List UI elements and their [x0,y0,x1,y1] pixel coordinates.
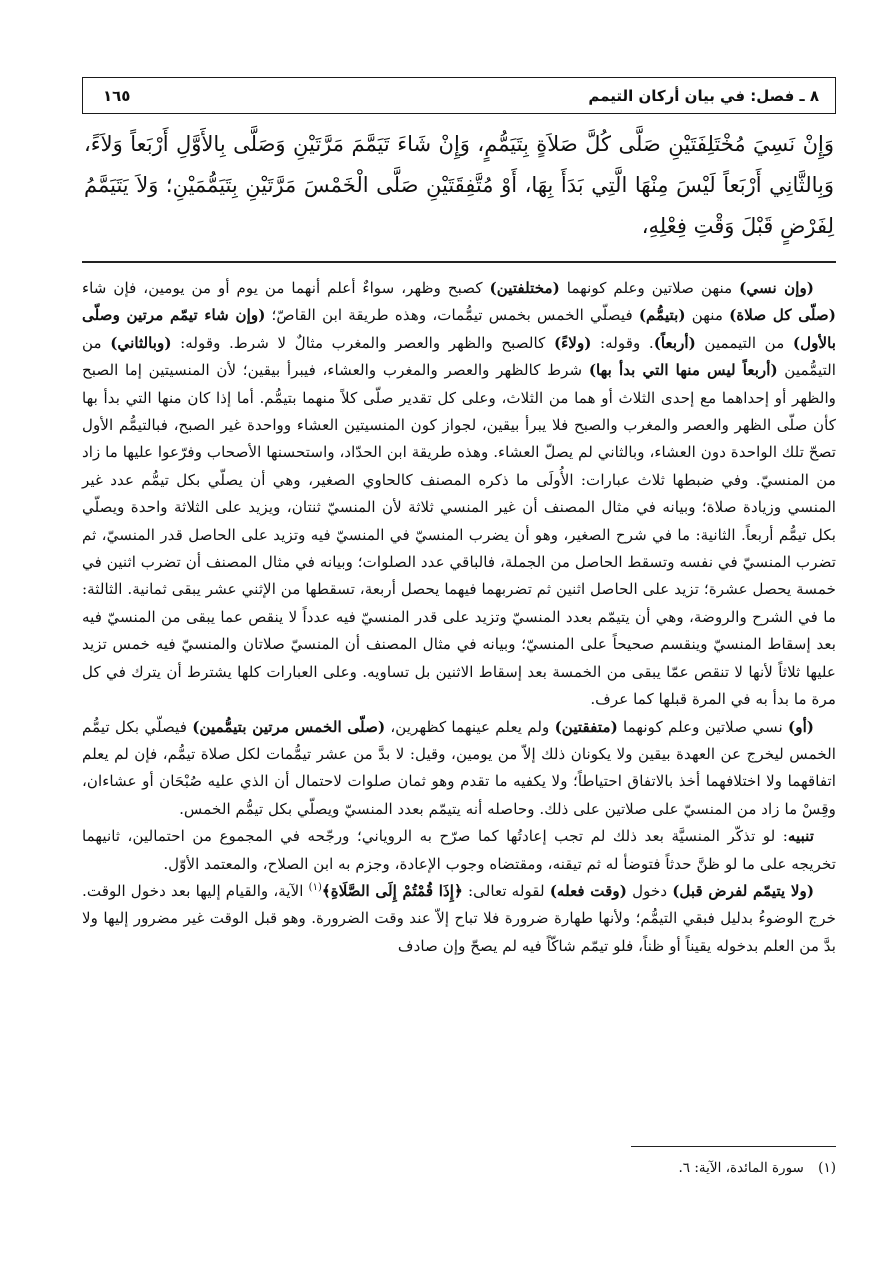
lemma: (أو) [788,717,814,736]
lemma: (مختلفتين) [489,279,560,297]
running-header [82,77,836,114]
lemma: (متفقتين) [554,717,618,736]
footnote-separator-rule [631,1146,836,1147]
footnote-text: سورة المائدة، الآية: ٦. [678,1160,804,1176]
commentary-paragraph-1 [82,275,836,714]
footnote-item [82,1158,836,1178]
lemma: (بتيمُّم) [638,306,686,325]
commentary-text: من التيمُّمين [82,333,837,380]
matn-text: وَإِنْ نَسِيَ مُخْتَلِفَتَيْنِ صَلَّى كُلَّ صَلاَةٍ بِتَيَمُّمٍ، وَإِنْ شَاءَ تَيَمَّمَ مَرَّتَيْنِ وَصَلَّى بِالأَوَّلِ أَرْبَعاً وَلاَءً، وَبِالثَّانِي أَرْبَعاً لَيْسَ مِنْهَا الَّتِي بَدَأَ بِهَا، أَوْ مُتَّفِقَتَيْنِ صَلَّى الْخَمْسَ مَرَّتَيْنِ بِتَيَمُّمَيْنِ؛ وَلاَ يَتَيَمَّمُ لِفَرْضٍ قَبْلَ وَقْتِ فِعْلِهِ، [84,132,834,238]
lemma: (وإن شاء تيمّم مرتين وصلّى بالأول) [82,306,836,352]
commentary-paragraph-4 [82,878,836,960]
commentary-paragraph-3-note [82,823,836,878]
commentary-text: نسي صلاتين وعلم كونهما [617,717,789,736]
commentary-text: لقوله تعالى: [462,881,550,900]
commentary-text: منهن [685,306,730,325]
footnote-marker[interactable]: (١) [308,881,322,893]
note-label: تنبيه [787,827,814,846]
lemma: (أربعاً ليس منها التي بدأ بها) [588,361,778,380]
lemma: (ولاءً) [553,333,592,352]
lemma: (صلّى الخمس مرتين بتيمُّمين) [192,717,386,736]
matn-separator-rule [82,261,836,263]
lemma: (وقت فعله) [549,881,627,900]
commentary-text: . وقوله: [591,333,654,352]
running-title: ٨ ـ فصل: في بيان أركان التيمم [588,86,819,105]
lemma: (صلّى كل صلاة) [729,306,836,325]
commentary-text: ولم يعلم عينهما كظهرين، [385,717,555,736]
page-number: ١٦٥ [103,86,131,105]
commentary-paragraph-2 [82,714,836,824]
lemma: (وبالثاني) [110,333,172,352]
lemma: (وإن نسي) [739,279,814,297]
commentary-text: فيصلّي بكل تيمُّم الخمس ليخرج عن العهدة بيقين ولا يكونان ذلك إلاّ من يومين، وقيل: لا بدَّ من عشر تيمُّمات لكل صلاة تيمُّم، فإن لم يعلم اتفاقهما ولا اختلافهما أخذ بالاتفاق احتياطاً؛ ولا يكفيه ما تقدم وهو ثمان صلوات لاحتمال أن الذي عليه صُبْحَان أو عشاءان، وقِسْ ما زاد من المنسيّ على صلاتين على ذلك. وحاصله أنه يتيمّم بعدد المنسيّ ويصلّي بكل تيمُّم الخمس. [82,717,836,818]
commentary-text: منهن صلاتين وعلم كونهما [559,279,740,297]
lemma: (ولا يتيمّم لفرض قبل) [672,881,815,900]
commentary-text: الآية، والقيام إليها بعد دخول الوقت. خرج الوضوءُ بدليل فبقي التيمُّم؛ ولأنها طهارة ضرورة فلا تباح إلاّ عند وقت الضرورة. وهو قبل الوقت غير مضرور إليها ولا بدَّ من العلم بدخوله يقيناً أو ظناً، فلو تيمّم شاكّاً فيه لم يصحّ وإن صادف [82,881,836,955]
commentary-text: : لو تذكّر المنسيَّة بعد ذلك لم تجب إعادتُها كما صرّح به الروياني؛ ورجّحه في المجموع من احتمالين، ثانيهما تخريجه على ما لو ظنَّ حدثاً فتوضأ له ثم تيقنه، ومقتضاه وجوب الإعادة، وجزم به ابن الصلاح، والمعتمد الأوّل. [82,827,836,873]
commentary-text: كصبح وظهر، سواءٌ أعلم أنهما من يوم أو من يومين، فإن شاء [82,279,490,297]
commentary-text: من التيممين [695,333,793,352]
commentary [82,275,836,960]
footnotes [82,1158,836,1178]
commentary-text: فيصلّي الخمس بخمس تيمُّمات، وهذه طريقة ابن القاصّ؛ [265,306,639,325]
quran-quote: ﴿إِذَا قُمْتُمْ إِلَى الصَّلَاةِ﴾ [321,881,463,900]
commentary-text: كالصبح والظهر والعصر والمغرب مثالٌ لا شرط. وقوله: [171,333,554,352]
footnote-number: (١) [818,1160,836,1176]
commentary-text: دخول [626,881,673,900]
lemma: (أربعاً) [653,333,696,352]
commentary-text: شرط كالظهر والعصر والمغرب والعشاء، فيبرأ بيقين؛ لأن المنسيتين إما الصبح والظهر أو إحداهما مع إحدى الثلاث أو هما من الثلاث، وعلى كل تقدير صلّى كلاً منهما بتيمُّم. أما إذا كان منها التي بدأ بها كأن صلّى الظهر والعصر والمغرب والصبح فلا يبرأ بيقين، لجواز كون المنسيتين العشاء وواحدة غير الصبح، فبالتيمُّم الأول تصحّ تلك الواحدة دون العشاء، وبالثاني لم يصلّ العشاء. وهذه طريقة ابن الحدّاد، واستحسنها الأصحاب وفرّعوا عليها ما زاد من المنسيّ. وفي ضبطها ثلاث عبارات: الأُولَى ما ذكره المصنف كالحاوي الصغير، وهي أن يصلّي بكل تيمُّم عدد غير المنسي وزيادة صلاة؛ وبيانه في مثال المصنف أن غير المنسي ثلاثة لأن المنسيّ ثنتان، ويزيد على الثلاثة واحدة ويصلّي بكل تيمُّم أربعاً. الثانية: ما في شرح الصغير، وهو أن يضرب المنسيّ في المنسيّ فيه وتزيد على الحاصل قدر المنسيّ، ثم تضرب المنسيّ في نفسه وتسقط الحاصل من الجملة، فالباقي عدد الصلوات؛ وبيانه في مثال المصنف أن تضرب اثنين في خمسة يحصل عشرة؛ تزيد على الحاصل اثنين ثم تضربهما فيهما يحصل أربعة، تسقطها من الإثني عشر يبقى ثمانية. الثالثة: ما في الشرح والروضة، وهي أن يتيمّم بعدد المنسيّ وتزيد على قدر المنسيّ فيه عدداً لا ينقص عما يبقى من المنسيّ فيه بعد إسقاط المنسيّ وينقسم صحيحاً على المنسيّ؛ وبيانه في مثال المصنف أن المنسيّ صلاتان والمنسيّ فيه خمس تزيد عليها ثلاثاً لأنها لا تنقص عمّا يبقى من الخمسة بعد إسقاط الاثنين بل تساويه. وعلى العبارات كلها يشترط أن يترك في كل مرة ما بدأ به في المرة قبلها كما عرف. [82,361,836,709]
book-page [82,77,837,1176]
